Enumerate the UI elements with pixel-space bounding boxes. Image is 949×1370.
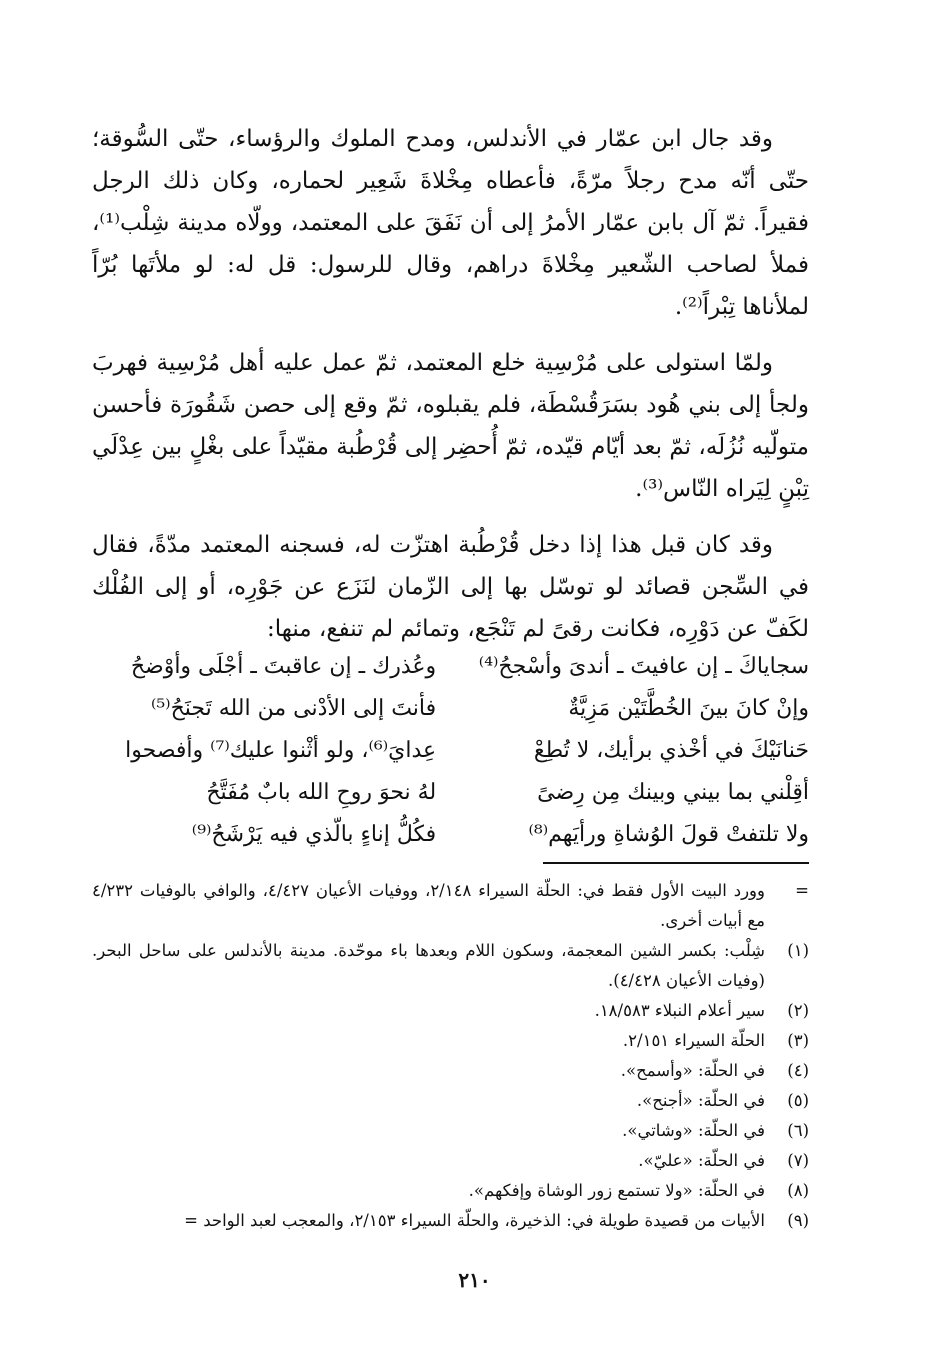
verse-first-hemistich: حَنانَيْكَ في أخْذي برأيك، لا تُطِعْ <box>533 738 809 763</box>
footnote <box>92 1146 809 1176</box>
footnote-divider <box>543 862 809 864</box>
footnote-number: (٥) <box>787 1091 809 1110</box>
paragraph-murcia-revolt: ولمّا استولى على مُرْسِية خلع المعتمد، ثمّ عمل عليه أهل مُرْسِية فهربَ ولجأ إلى بني هُود بسَرَقُسْطَة، فلم يقبلوه، ثمّ وقع إلى حصن شَقُورَة فأحسن متولّيه نُزُلَه، ثمّ بعد أيّام قيّده، ثمّ أُحضِر إلى قُرْطُبة مقيّداً على بغْلٍ بين عِدْلَي تِبْنٍ لِيَراه النّاس⁽³⁾. <box>92 350 809 502</box>
footnote-text: في الحلّة: «ولا تستمع زور الوشاة وإفكهم». <box>468 1181 765 1200</box>
footnote-number: = <box>795 881 809 900</box>
verse-first-hemistich: وإنْ كانَ بينَ الخُطَّتَيْن مَزِيَّةٌ <box>568 696 809 721</box>
poem <box>92 646 809 856</box>
verse-first-hemistich: ولا تلتفتْ قولَ الوُشاةِ ورأيَهم⁽⁸⁾ <box>528 822 809 847</box>
verse-second-hemistich: عِدايَ⁽⁶⁾، ولو أثْنوا عليك⁽⁷⁾ وأفصحوا <box>125 738 437 763</box>
footnote <box>92 1086 809 1116</box>
footnote-text: في الحلّة: «وشاتي». <box>622 1121 765 1140</box>
footnote-text: سير أعلام النبلاء ١٨/٥٨٣. <box>594 1001 765 1020</box>
footnote-text: وورد البيت الأول فقط في: الحلّة السيراء ٢/١٤٨، ووفيات الأعيان ٤/٤٢٧، والوافي بالوفيات ٤/٢٣٢ مع أبيات أخرى. <box>92 881 765 930</box>
paragraph-prison-poems: وقد كان قبل هذا إذا دخل قُرْطُبة اهتزّت له، فسجنه المعتمد مدّةً، فقال في السِّجن قصائد لو توسّل بها إلى الزّمان لنَزَع عن جَوْرِه، أو إلى الفُلْك لكَفّ عن دَوْرِه، فكانت رقىً لم تَنْجَع، وتمائم لم تنفع، منها: <box>92 532 809 642</box>
verse-second-hemistich: لهُ نحوَ روحِ الله بابٌ مُفَتَّحُ <box>206 780 437 805</box>
footnote-number: (٧) <box>787 1151 809 1170</box>
footnote-number: (١) <box>787 941 809 960</box>
footnote <box>92 1176 809 1206</box>
footnote-text: الأبيات من قصيدة طويلة في: الذخيرة، والحلّة السيراء ٢/١٥٣، والمعجب لعبد الواحد = <box>184 1211 765 1230</box>
page-number: ٢١٠ <box>458 1268 491 1292</box>
footnote-number: (٦) <box>787 1121 809 1140</box>
footnote-text: الحلّة السيراء ٢/١٥١. <box>622 1031 765 1050</box>
verse-first-hemistich: سجاياكَ ـ إن عافيتَ ـ أندىَ وأسْجحُ⁽⁴⁾ <box>478 654 809 679</box>
footnote-continuation <box>92 876 809 936</box>
footnote-number: (٢) <box>787 1001 809 1020</box>
poem-verse <box>92 772 809 814</box>
footnote <box>92 1116 809 1146</box>
verse-second-hemistich: فأنتَ إلى الأدْنى من الله تَجنَحُ⁽⁵⁾ <box>150 696 437 721</box>
footnote <box>92 1056 809 1086</box>
footnote-text: في الحلّة: «وأسمح». <box>620 1061 765 1080</box>
poem-verse <box>92 814 809 856</box>
paragraph-ibn-ammar-travels: وقد جال ابن عمّار في الأندلس، ومدح الملوك والرؤساء، حتّى السُّوقة؛ حتّى أنّه مدح رجلاً مرّةً، فأعطاه مِخْلاةَ شَعِير لحماره، وكان ذلك الرجل فقيراً. ثمّ آل بابن عمّار الأمرُ إلى أن نَفَقَ على المعتمد، وولّاه مدينة شِلْب⁽¹⁾، فملأ لصاحب الشّعير مِخْلاةَ دراهم، وقال للرسول: قل له: لو ملأتَها بُرّاً لملأناها تِبْراً⁽²⁾. <box>92 126 809 320</box>
footnote-number: (٩) <box>787 1211 809 1230</box>
footnote <box>92 1206 809 1236</box>
footnote <box>92 996 809 1026</box>
footnote-number: (٤) <box>787 1061 809 1080</box>
footnotes <box>92 876 809 1236</box>
footnote-number: (٣) <box>787 1031 809 1050</box>
footnote <box>92 936 809 996</box>
footnote <box>92 1026 809 1056</box>
verse-second-hemistich: وعُذرك ـ إن عاقبتَ ـ أجْلَى وأوْضحُ <box>130 654 437 679</box>
poem-verse <box>92 646 809 688</box>
footnote-text: في الحلّة: «أجنح». <box>636 1091 765 1110</box>
footnote-text: في الحلّة: «عليّ». <box>638 1151 765 1170</box>
verse-first-hemistich: أقِلْني بما بيني وبينك مِن رِضىً <box>537 780 809 805</box>
poem-verse <box>92 730 809 772</box>
footnote-number: (٨) <box>787 1181 809 1200</box>
poem-verse <box>92 688 809 730</box>
verse-second-hemistich: فكُلُّ إناءٍ بالّذي فيه يَرْشَحُ⁽⁹⁾ <box>191 822 437 847</box>
footnote-text: شِلْب: بكسر الشين المعجمة، وسكون اللام وبعدها باء موحّدة. مدينة بالأندلس على ساحل البحر. (وفيات الأعيان ٤/٤٢٨). <box>92 941 765 990</box>
main-text <box>92 118 809 650</box>
